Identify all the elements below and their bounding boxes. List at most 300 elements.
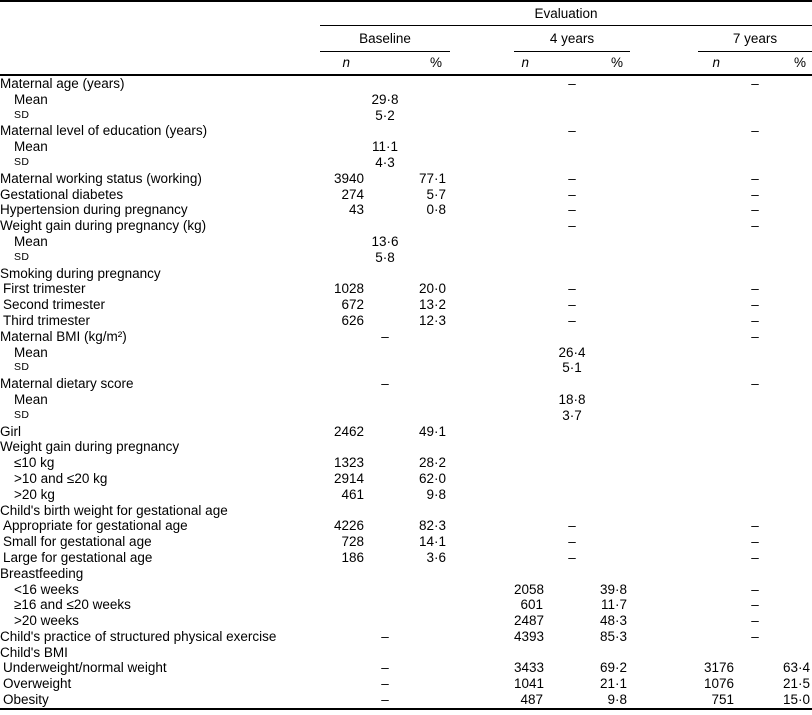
spacer-cell — [630, 266, 698, 282]
n-header-baseline: n — [320, 52, 385, 76]
table-row — [0, 329, 812, 345]
cell-7years-n — [698, 250, 752, 266]
cell-baseline-n: 728 — [341, 534, 364, 550]
table-row — [0, 123, 812, 139]
spacer-cell — [450, 281, 514, 297]
cell-baseline-n: 461 — [341, 486, 364, 502]
cell-4years-combined: – — [568, 123, 576, 139]
cell-baseline-n: 2914 — [333, 470, 364, 486]
cell-baseline-n — [320, 597, 385, 613]
spacer-cell — [450, 218, 514, 234]
spacer-cell — [630, 187, 698, 203]
cell-4years-n — [514, 108, 562, 124]
row-label: Gestational diabetes — [0, 186, 124, 202]
spacer-cell — [450, 108, 514, 124]
spacer-cell — [630, 455, 698, 471]
cell-4years-pct: 48·3 — [599, 613, 627, 629]
table-row — [0, 171, 812, 187]
cell-4years-pct — [562, 139, 630, 155]
row-label: Child's BMI — [0, 644, 68, 660]
cell-7years-pct — [752, 392, 812, 408]
spacer-cell — [450, 187, 514, 203]
cell-4years-combined: – — [568, 170, 576, 186]
cell-7years-pct — [752, 155, 812, 171]
table-row — [0, 455, 812, 471]
cell-baseline-n — [320, 613, 385, 629]
cell-baseline-pct — [385, 360, 450, 376]
cell-4years-pct — [562, 234, 630, 250]
cell-baseline-pct — [385, 392, 450, 408]
spacer-cell — [450, 123, 514, 139]
row-label: Maternal working status (working) — [0, 170, 202, 186]
cell-4years-combined: – — [568, 534, 576, 550]
table-row — [0, 518, 812, 534]
cell-4years-pct — [562, 566, 630, 582]
cell-baseline-pct: 62·0 — [418, 470, 446, 486]
row-label: Weight gain during pregnancy — [0, 439, 180, 455]
spacer-cell — [450, 503, 514, 519]
cell-4years-combined: 26·4 — [558, 344, 586, 360]
spacer-cell — [630, 676, 698, 692]
table-row — [0, 645, 812, 661]
cell-baseline-pct — [385, 266, 450, 282]
cell-baseline-pct — [385, 408, 450, 424]
spacer-cell — [450, 92, 514, 108]
np-header-row — [0, 52, 812, 76]
table-row — [0, 218, 812, 234]
cell-4years-n — [514, 471, 562, 487]
spacer-cell — [450, 645, 514, 661]
cell-7years-pct — [752, 92, 812, 108]
table-row — [0, 471, 812, 487]
spacer-cell — [630, 566, 698, 582]
cell-baseline-n — [320, 392, 385, 408]
cell-baseline-n — [320, 566, 385, 582]
cell-baseline-combined: 11·1 — [371, 139, 399, 155]
spacer-cell — [450, 313, 514, 329]
cell-4years-n — [514, 455, 562, 471]
spacer-cell — [450, 392, 514, 408]
spacer-cell — [450, 266, 514, 282]
cell-baseline-combined: – — [381, 328, 389, 344]
cell-7years-n — [698, 155, 752, 171]
cell-7years-pct: 63·4 — [783, 660, 811, 676]
row-label: Maternal dietary score — [0, 376, 134, 392]
cell-4years-n — [514, 250, 562, 266]
cell-baseline-n: 274 — [341, 186, 364, 202]
spacer-cell — [630, 281, 698, 297]
spacer-cell — [630, 408, 698, 424]
spacer-cell — [450, 534, 514, 550]
cell-7years-combined: – — [751, 376, 759, 392]
cell-baseline-n — [320, 345, 385, 361]
cell-4years-pct — [562, 455, 630, 471]
spacer-cell — [450, 234, 514, 250]
cell-7years-pct: 21·5 — [783, 676, 811, 692]
spacer-cell — [450, 582, 514, 598]
cell-baseline-n — [320, 503, 385, 519]
cell-4years-n: 2058 — [514, 581, 545, 597]
cell-4years-pct — [562, 92, 630, 108]
cell-7years-pct: 15·0 — [783, 692, 811, 708]
spacer-cell — [630, 660, 698, 676]
spacer-cell — [630, 75, 698, 92]
spacer-cell — [630, 139, 698, 155]
cell-4years-combined: 5·1 — [562, 360, 582, 376]
spacer-cell — [0, 52, 320, 76]
table-row — [0, 582, 812, 598]
cell-4years-n — [514, 376, 562, 392]
table-row — [0, 155, 812, 171]
row-label: Mean — [14, 233, 48, 249]
row-label: Underweight/normal weight — [3, 660, 167, 676]
spacer-cell — [630, 155, 698, 171]
cell-baseline-n — [320, 218, 385, 234]
spacer-cell — [630, 92, 698, 108]
cell-7years-combined: – — [751, 76, 759, 91]
cell-7years-combined: – — [751, 202, 759, 218]
cell-7years-combined: – — [751, 581, 759, 597]
row-label: Hypertension during pregnancy — [0, 202, 188, 218]
cell-7years-pct — [752, 455, 812, 471]
row-label: Appropriate for gestational age — [3, 518, 188, 534]
table-body — [0, 75, 812, 709]
cell-7years-combined: – — [751, 328, 759, 344]
row-label: Overweight — [3, 676, 72, 692]
table-row — [0, 487, 812, 503]
spacer-cell — [630, 487, 698, 503]
cell-7years-pct — [752, 345, 812, 361]
cell-baseline-pct — [385, 597, 450, 613]
spacer-cell — [630, 597, 698, 613]
group-header-baseline: Baseline — [320, 26, 450, 52]
cell-4years-n: 1041 — [514, 676, 545, 692]
table-row — [0, 187, 812, 203]
cell-baseline-pct — [385, 582, 450, 598]
cell-baseline-pct — [385, 123, 450, 139]
cell-7years-n — [698, 487, 752, 503]
spacer-cell — [630, 518, 698, 534]
table-row — [0, 629, 812, 645]
row-label: Breastfeeding — [0, 565, 84, 581]
cell-baseline-n — [320, 439, 385, 455]
spacer-cell — [630, 26, 698, 52]
pct-header-baseline: % — [385, 52, 450, 76]
cell-4years-n — [514, 92, 562, 108]
cell-4years-pct: 21·1 — [599, 676, 627, 692]
spacer-cell — [630, 424, 698, 440]
cell-7years-n — [698, 455, 752, 471]
row-label: Maternal level of education (years) — [0, 123, 208, 139]
cell-7years-n — [698, 360, 752, 376]
cell-4years-n — [514, 139, 562, 155]
cell-7years-combined: – — [751, 518, 759, 534]
row-label: Weight gain during pregnancy (kg) — [0, 218, 207, 234]
table-row — [0, 234, 812, 250]
row-label: SD — [14, 408, 30, 421]
cell-4years-n — [514, 329, 562, 345]
spacer-cell — [450, 471, 514, 487]
cell-baseline-combined: 5·2 — [375, 107, 395, 123]
cell-4years-pct — [562, 424, 630, 440]
group-header-row — [0, 26, 812, 52]
table-row — [0, 692, 812, 709]
cell-7years-combined: – — [751, 628, 759, 644]
row-label: ≤10 kg — [14, 455, 55, 471]
cell-4years-combined: – — [568, 218, 576, 234]
spacer-cell — [0, 26, 320, 52]
spacer-cell — [450, 155, 514, 171]
row-label: Mean — [14, 91, 48, 107]
spacer-cell — [630, 692, 698, 709]
spacer-cell — [450, 629, 514, 645]
spacer-cell — [630, 392, 698, 408]
spacer-cell — [450, 597, 514, 613]
cell-baseline-pct: 5·7 — [426, 186, 446, 202]
cell-7years-n — [698, 408, 752, 424]
table-row — [0, 439, 812, 455]
n-header-4years: n — [514, 52, 562, 76]
row-label: Third trimester — [3, 312, 91, 328]
spacer-cell — [450, 171, 514, 187]
spacer-cell — [630, 503, 698, 519]
table-row — [0, 597, 812, 613]
n-header-7years: n — [698, 52, 752, 76]
table-row — [0, 550, 812, 566]
cell-baseline-combined: – — [381, 660, 389, 676]
cell-baseline-pct — [385, 439, 450, 455]
cell-baseline-n: 186 — [341, 549, 364, 565]
cell-4years-pct — [562, 439, 630, 455]
cell-4years-combined: – — [568, 281, 576, 297]
row-label: SD — [14, 155, 30, 168]
cell-4years-combined: 3·7 — [562, 407, 582, 423]
spacer-cell — [450, 75, 514, 92]
evaluation-spanner-header: Evaluation — [320, 1, 812, 26]
spacer-cell — [450, 518, 514, 534]
spacer-cell — [630, 171, 698, 187]
cell-7years-n: 3176 — [703, 660, 734, 676]
table-row — [0, 613, 812, 629]
row-label: >10 and ≤20 kg — [14, 470, 108, 486]
cell-baseline-n: 43 — [348, 202, 364, 218]
table-row — [0, 360, 812, 376]
spacer-cell — [450, 439, 514, 455]
cell-7years-combined: – — [751, 312, 759, 328]
cell-7years-n: 751 — [711, 692, 734, 708]
cell-baseline-pct: 13·2 — [418, 297, 446, 313]
cell-4years-n — [514, 266, 562, 282]
cell-baseline-combined: – — [381, 676, 389, 692]
cell-4years-n: 4393 — [514, 628, 545, 644]
row-label: <16 weeks — [14, 581, 79, 597]
cell-7years-combined: – — [751, 218, 759, 234]
cell-baseline-pct: 82·3 — [418, 518, 446, 534]
cell-4years-n — [514, 645, 562, 661]
cell-4years-combined: – — [568, 518, 576, 534]
spacer-cell — [630, 250, 698, 266]
pct-header-7years: % — [752, 52, 812, 76]
cell-7years-pct — [752, 645, 812, 661]
cell-baseline-n — [320, 123, 385, 139]
pct-header-4years: % — [562, 52, 630, 76]
spacer-cell — [630, 202, 698, 218]
cell-7years-n — [698, 503, 752, 519]
cell-7years-n: 1076 — [703, 676, 734, 692]
cell-4years-pct — [562, 471, 630, 487]
cell-4years-pct: 9·8 — [607, 692, 627, 708]
cell-baseline-n — [320, 408, 385, 424]
cell-4years-combined: – — [568, 297, 576, 313]
cell-baseline-n — [320, 75, 385, 92]
cell-7years-pct — [752, 108, 812, 124]
cell-7years-combined: – — [751, 597, 759, 613]
cell-4years-pct: 69·2 — [599, 660, 627, 676]
cell-baseline-combined: 13·6 — [371, 233, 399, 249]
table-row — [0, 392, 812, 408]
cell-4years-combined: – — [568, 202, 576, 218]
cell-baseline-n: 1028 — [333, 281, 364, 297]
cell-4years-pct — [562, 376, 630, 392]
cell-baseline-pct: 28·2 — [418, 455, 446, 471]
spacer-cell — [450, 297, 514, 313]
row-label: Second trimester — [3, 297, 106, 313]
row-label: Mean — [14, 344, 48, 360]
cell-7years-combined: – — [751, 186, 759, 202]
row-label: ≥16 and ≤20 weeks — [14, 597, 131, 613]
spacer-cell — [630, 329, 698, 345]
spacer-cell — [450, 550, 514, 566]
table-row — [0, 202, 812, 218]
cell-7years-combined: – — [751, 549, 759, 565]
cell-baseline-pct: 20·0 — [418, 281, 446, 297]
cell-7years-pct — [752, 566, 812, 582]
row-label: Smoking during pregnancy — [0, 265, 161, 281]
table-row — [0, 92, 812, 108]
cell-4years-n — [514, 566, 562, 582]
row-label: Small for gestational age — [3, 534, 152, 550]
cell-baseline-pct — [385, 345, 450, 361]
cell-4years-pct — [562, 155, 630, 171]
spacer-cell — [630, 550, 698, 566]
group-header-7years: 7 years — [698, 26, 812, 52]
cell-4years-n: 3433 — [514, 660, 545, 676]
spacer-cell — [450, 566, 514, 582]
spacer-cell — [630, 471, 698, 487]
cell-7years-combined: – — [751, 613, 759, 629]
cell-baseline-pct: 3·6 — [426, 549, 446, 565]
row-label: >20 weeks — [14, 613, 79, 629]
cell-baseline-n — [320, 266, 385, 282]
spacer-cell — [630, 297, 698, 313]
cell-7years-combined: – — [751, 170, 759, 186]
cell-baseline-pct: 12·3 — [418, 312, 446, 328]
row-label: Obesity — [3, 692, 49, 708]
cell-baseline-n: 626 — [341, 312, 364, 328]
cell-7years-pct — [752, 424, 812, 440]
spacer-cell — [630, 534, 698, 550]
cell-baseline-pct: 49·1 — [418, 423, 446, 439]
spacer-cell — [450, 455, 514, 471]
row-label: Mean — [14, 139, 48, 155]
cell-7years-n — [698, 266, 752, 282]
cell-baseline-pct — [385, 645, 450, 661]
spacer-cell — [450, 345, 514, 361]
cell-4years-pct: 11·7 — [600, 597, 627, 613]
spacer-cell — [630, 52, 698, 76]
cell-baseline-combined: 29·8 — [371, 91, 399, 107]
cell-7years-pct — [752, 471, 812, 487]
cell-4years-pct — [562, 645, 630, 661]
cell-4years-pct — [562, 487, 630, 503]
row-label: SD — [14, 108, 30, 121]
cell-7years-n — [698, 345, 752, 361]
cell-7years-n — [698, 139, 752, 155]
cell-7years-pct — [752, 139, 812, 155]
cell-baseline-n: 1323 — [333, 455, 364, 471]
cell-7years-n — [698, 645, 752, 661]
spacer-cell — [450, 408, 514, 424]
spacer-cell — [450, 376, 514, 392]
cell-baseline-n: 3940 — [333, 170, 364, 186]
row-label: Girl — [0, 423, 21, 439]
cell-7years-n — [698, 234, 752, 250]
cell-7years-combined: – — [751, 534, 759, 550]
cell-7years-combined: – — [751, 123, 759, 139]
row-label: Mean — [14, 391, 48, 407]
row-label: Large for gestational age — [3, 549, 153, 565]
spacer-cell — [630, 582, 698, 598]
cell-baseline-pct — [385, 218, 450, 234]
table-row — [0, 297, 812, 313]
cell-4years-combined: – — [568, 312, 576, 328]
cell-7years-n — [698, 439, 752, 455]
cell-7years-pct — [752, 487, 812, 503]
row-label: Child's practice of structured physical exercise — [0, 628, 277, 644]
row-label: Maternal BMI (kg/m²) — [0, 328, 127, 344]
cell-baseline-n — [320, 582, 385, 598]
cell-4years-pct — [562, 108, 630, 124]
cell-4years-combined: – — [568, 76, 576, 91]
table-row — [0, 266, 812, 282]
row-label: SD — [14, 361, 30, 374]
spacer-cell — [630, 376, 698, 392]
table-row — [0, 250, 812, 266]
cell-baseline-n — [320, 360, 385, 376]
table-row — [0, 345, 812, 361]
spacer-cell — [630, 108, 698, 124]
cell-baseline-pct: 14·1 — [418, 534, 446, 550]
table-row — [0, 676, 812, 692]
spacer-cell — [630, 218, 698, 234]
cell-baseline-combined: – — [381, 628, 389, 644]
cell-4years-pct: 39·8 — [599, 581, 627, 597]
spacer-cell — [450, 26, 514, 52]
spacer-cell — [450, 487, 514, 503]
spacer-cell — [450, 424, 514, 440]
row-label: Maternal age (years) — [0, 76, 125, 91]
cell-4years-n — [514, 439, 562, 455]
cell-4years-pct — [562, 503, 630, 519]
table-row — [0, 660, 812, 676]
cell-7years-pct — [752, 408, 812, 424]
table-row — [0, 566, 812, 582]
row-label: First trimester — [3, 281, 86, 297]
cell-baseline-pct: 9·8 — [426, 486, 446, 502]
cell-baseline-pct — [385, 503, 450, 519]
spacer-cell — [630, 629, 698, 645]
evaluation-header-row — [0, 1, 812, 26]
